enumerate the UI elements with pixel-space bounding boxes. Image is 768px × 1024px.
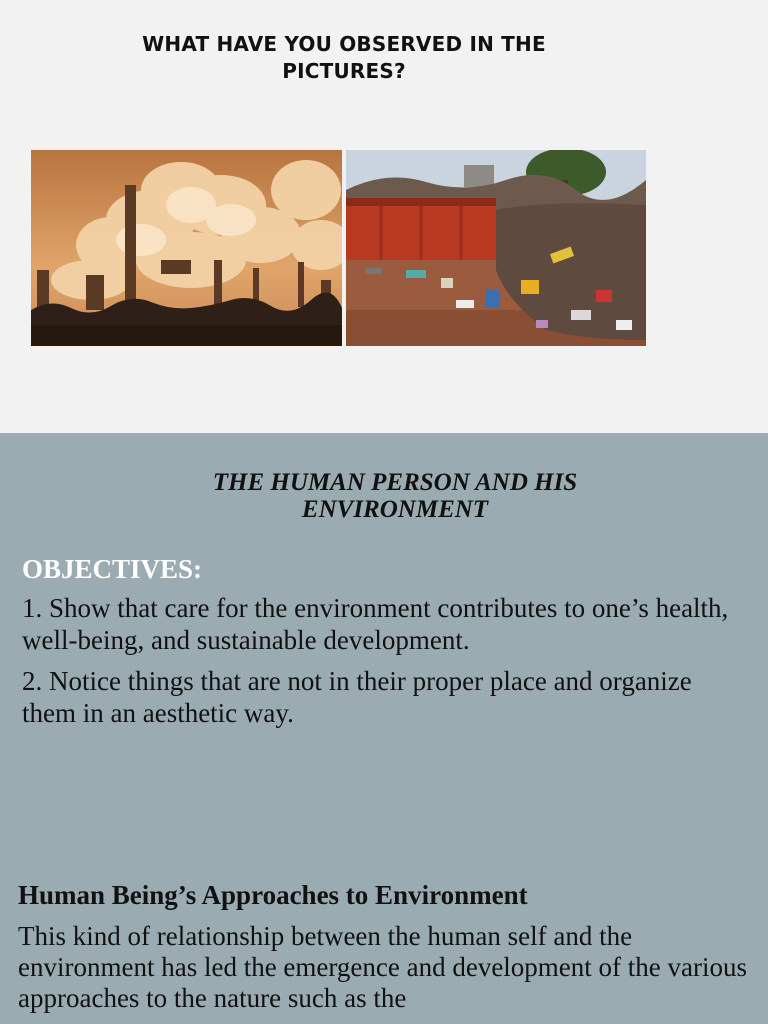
observation-slide [0, 0, 768, 433]
section-title: THE HUMAN PERSON AND HIS ENVIRONMENT [212, 469, 578, 523]
garbage-dump-image [346, 150, 646, 346]
objective-item: 1. Show that care for the environment contributes to one’s health, well-being, and sustainable development. [22, 593, 729, 655]
objective-item: 2. Notice things that are not in their proper place and organize them in an aesthetic way. [22, 666, 692, 728]
question-title: WHAT HAVE YOU OBSERVED IN THE PICTURES? [142, 32, 546, 83]
approaches-paragraph: This kind of relationship between the human self and the environment has led the emergence and development of the various approaches to the nature such as the [18, 921, 747, 1013]
objectives-slide [0, 433, 768, 1024]
objectives-heading: OBJECTIVES: [22, 554, 203, 584]
factory-pollution-image [31, 150, 342, 346]
approaches-heading: Human Being’s Approaches to Environment [18, 880, 528, 910]
